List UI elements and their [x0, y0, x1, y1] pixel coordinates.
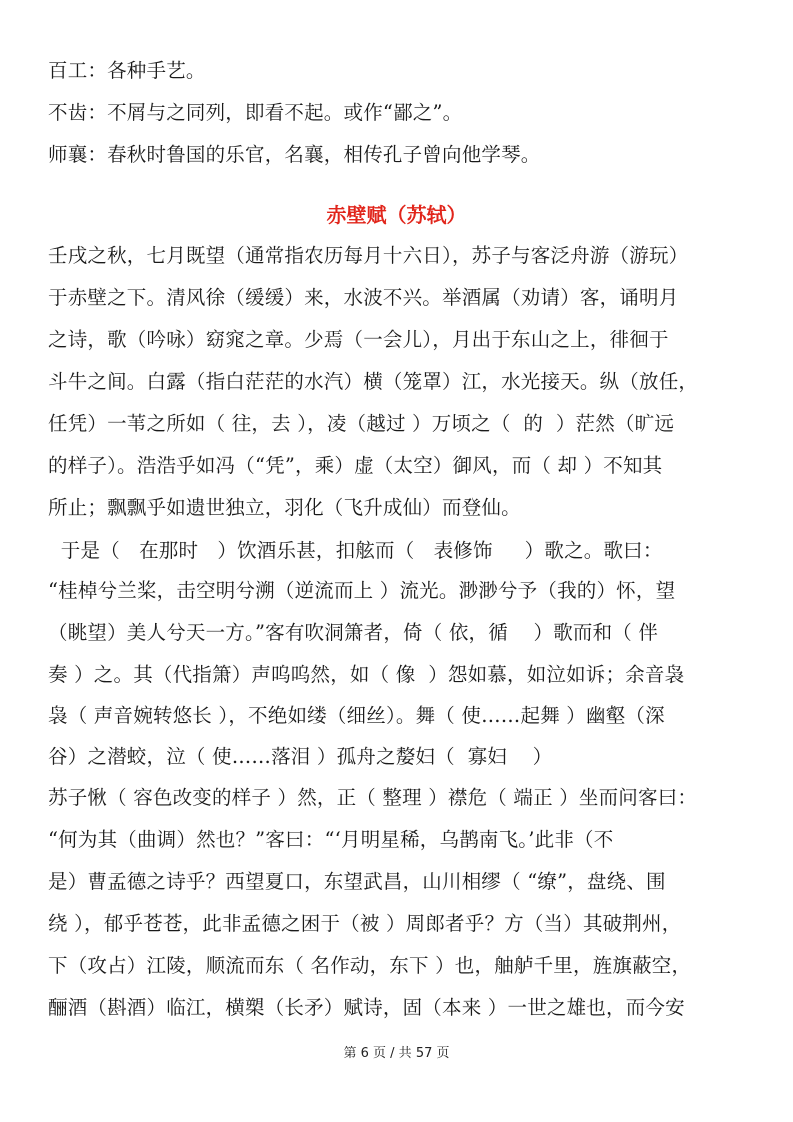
- body-line: 酾酒（斟酒）临江，横槊（长矛）赋诗，固（本来 ）一世之雄也，而今安: [48, 996, 685, 1019]
- body-line: 所止；飘飘乎如遗世独立，羽化（飞升成仙）而登仙。: [48, 496, 521, 519]
- body-line: 的样子）。浩浩乎如冯（“凭”，乘）虚（太空）御风，而（ 却 ）不知其: [48, 454, 663, 477]
- note-baigong: 百工：各种手艺。: [48, 59, 206, 82]
- body-line: 袅（ 声音婉转悠长 ），不绝如缕（细丝）。舞（ 使……起舞 ）幽壑（深: [48, 704, 665, 727]
- note-shixiang: 师襄：春秋时鲁国的乐官，名襄，相传孔子曾向他学琴。: [48, 143, 541, 166]
- note-buchi: 不齿：不屑与之同列，即看不起。或作“鄙之”。: [48, 101, 463, 124]
- body-line: 是）曹孟德之诗乎？西望夏口，东望武昌，山川相缪（ “缭”，盘绕、围: [48, 870, 666, 893]
- body-line: “桂棹兮兰桨，击空明兮溯（逆流而上 ）流光。渺渺兮予（我的）怀，望: [48, 579, 676, 602]
- body-line: 下（攻占）江陵，顺流而东（ 名作动，东下 ）也，舳舻千里，旌旗蔽空，: [48, 954, 692, 977]
- body-line: 壬戌之秋，七月既望（通常指农历每月十六日），苏子与客泛舟游（游玩）: [48, 244, 689, 267]
- body-line: （眺望）美人兮天一方。”客有吹洞箫者，倚（ 依，循 ）歌而和（ 伴: [48, 621, 659, 644]
- section-title: 赤壁赋（苏轼）: [326, 203, 467, 227]
- body-line: 于赤壁之下。清风徐（缓缓）来，水波不兴。举酒属（劝请）客，诵明月: [48, 286, 679, 309]
- body-line: “何为其（曲调）然也？”客曰：“‘月明星稀，乌鹊南飞。’此非（不: [48, 828, 614, 851]
- body-line: 苏子愀（ 容色改变的样子 ）然，正（ 整理 ）襟危（ 端正 ）坐而问客曰：: [48, 786, 698, 809]
- body-line: 斗牛之间。白露（指白茫茫的水汽）横（笼罩）江，水光接天。纵（放任，: [48, 370, 699, 393]
- body-line: 任凭）一苇之所如（ 往，去 ），凌（越过 ）万顷之（ 的 ）茫然（旷远: [48, 412, 675, 435]
- body-line: 之诗，歌（吟咏）窈窕之章。少焉（一会儿），月出于东山之上，徘徊于: [48, 328, 669, 351]
- body-line: 谷）之潜蛟，泣（ 使……落泪 ）孤舟之嫠妇（ 寡妇 ）: [48, 745, 553, 768]
- page-footer: 第 6 页 / 共 57 页: [343, 1046, 450, 1061]
- body-line: 奏 ）之。其（代指箫）声呜呜然，如（ 像 ）怨如慕，如泣如诉；余音袅: [48, 663, 685, 686]
- body-line: 于是（ 在那时 ）饮酒乐甚，扣舷而（ 表修饰 ）歌之。歌曰：: [48, 539, 663, 562]
- body-line: 绕 ），郁乎苍苍，此非孟德之困于（被 ）周郎者乎？方（当）其破荆州，: [48, 912, 682, 935]
